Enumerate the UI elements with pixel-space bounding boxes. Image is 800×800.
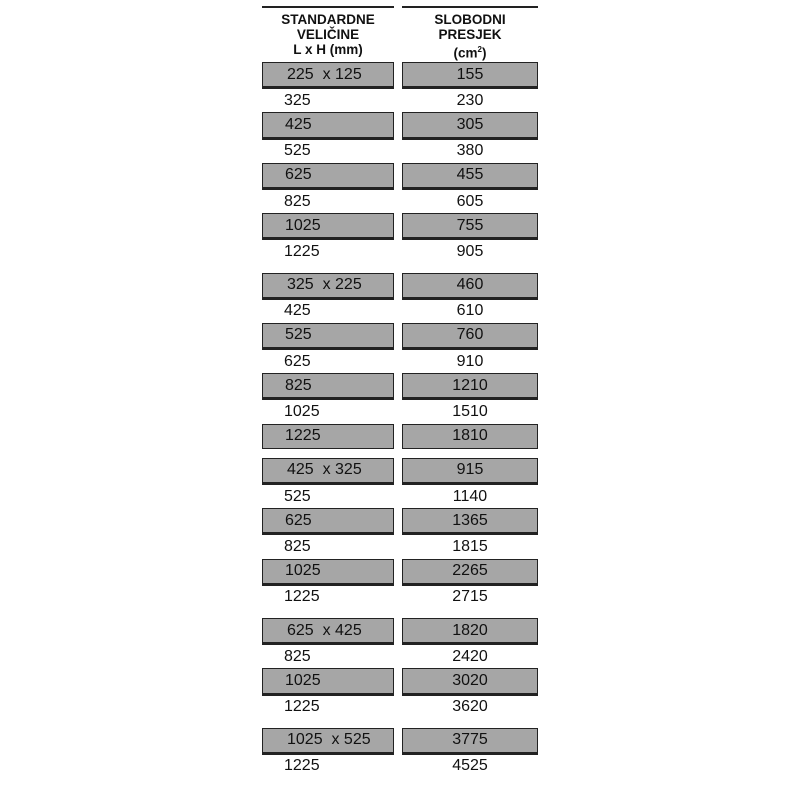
dimension-cell: 1025 xyxy=(284,403,320,421)
dimension-cell: 1225 xyxy=(284,757,320,775)
free-section-body xyxy=(402,62,538,778)
free-section-column xyxy=(402,6,538,778)
table-row xyxy=(262,373,394,398)
free-section-cell: 2420 xyxy=(452,647,488,665)
free-section-cell: 1365 xyxy=(452,511,488,529)
free-section-cell: 1820 xyxy=(452,621,488,639)
table-row xyxy=(262,559,394,584)
table-row xyxy=(262,238,394,263)
free-section-cell: 605 xyxy=(456,192,484,210)
table-row xyxy=(402,398,538,423)
free-section-cell: 905 xyxy=(456,242,484,260)
table-row xyxy=(402,138,538,163)
table-row xyxy=(402,694,538,719)
free-section-header-line-1: SLOBODNI xyxy=(434,12,506,27)
table-row xyxy=(402,458,538,483)
free-section-cell: 610 xyxy=(456,302,484,320)
dimension-cell: 625 x 425 xyxy=(287,621,362,639)
table-row xyxy=(402,483,538,508)
free-section-cell: 2715 xyxy=(452,588,488,606)
dimension-cell: 225 x 125 xyxy=(287,65,362,83)
dimension-cell: 325 x 225 xyxy=(287,276,362,294)
free-section-header-line-2: PRESJEK xyxy=(438,27,502,42)
dimension-cell: 625 xyxy=(284,352,311,370)
dimensions-header-line-1: STANDARDNE xyxy=(281,12,375,27)
table-row xyxy=(402,643,538,668)
table-row xyxy=(262,424,394,449)
table-row xyxy=(402,728,538,753)
unit-open: (cm xyxy=(453,45,478,61)
table-row xyxy=(262,728,394,753)
dimension-cell: 325 xyxy=(284,91,311,109)
dimensions-header-line-3: L x H (mm) xyxy=(293,42,363,57)
free-section-cell: 4525 xyxy=(452,757,488,775)
free-section-cell: 2265 xyxy=(452,562,488,580)
dimensions-header-line-2: VELIČINE xyxy=(296,27,360,42)
dimension-cell: 525 xyxy=(284,487,311,505)
dimension-cell: 825 xyxy=(285,376,312,394)
free-section-cell: 760 xyxy=(456,326,484,344)
table-row xyxy=(262,483,394,508)
table-row xyxy=(402,273,538,298)
free-section-cell: 3620 xyxy=(452,698,488,716)
group-gap xyxy=(402,609,538,618)
table-row xyxy=(262,348,394,373)
table-row xyxy=(262,694,394,719)
table-row xyxy=(262,138,394,163)
free-section-cell: 910 xyxy=(456,352,484,370)
table-row xyxy=(262,533,394,558)
group-gap xyxy=(262,719,394,728)
free-section-cell: 755 xyxy=(456,216,484,234)
table-row xyxy=(262,643,394,668)
table-row xyxy=(262,273,394,298)
table-row xyxy=(402,323,538,348)
group-gap xyxy=(402,719,538,728)
table-row xyxy=(262,213,394,238)
table-row xyxy=(402,87,538,112)
unit-close: ) xyxy=(481,45,487,61)
group-gap xyxy=(402,264,538,273)
free-section-cell: 3020 xyxy=(452,671,488,689)
dimension-cell: 525 xyxy=(285,326,312,344)
dimension-cell: 825 xyxy=(284,537,311,555)
table-row xyxy=(262,188,394,213)
dimension-cell: 425 xyxy=(285,115,312,133)
free-section-cell: 1210 xyxy=(452,376,488,394)
table-row xyxy=(262,618,394,643)
dimensions-body xyxy=(262,62,394,778)
table-row xyxy=(402,213,538,238)
dimension-cell: 425 xyxy=(284,302,311,320)
dimension-cell: 625 xyxy=(285,511,312,529)
table-row xyxy=(402,348,538,373)
dimension-cell: 1225 xyxy=(284,588,320,606)
group-gap xyxy=(262,449,394,458)
table-row xyxy=(402,424,538,449)
table-row xyxy=(402,533,538,558)
dimensions-header xyxy=(262,6,394,62)
table-row xyxy=(402,62,538,87)
free-section-header xyxy=(402,6,538,62)
table-row xyxy=(262,87,394,112)
table-row xyxy=(402,238,538,263)
table-row xyxy=(262,62,394,87)
table-row xyxy=(262,323,394,348)
free-section-cell: 1510 xyxy=(452,403,488,421)
group-gap xyxy=(402,449,538,458)
free-section-header-unit xyxy=(402,42,538,61)
table-row xyxy=(262,458,394,483)
table-row xyxy=(402,188,538,213)
free-section-cell: 1140 xyxy=(452,487,488,505)
table-row xyxy=(402,112,538,137)
dimension-cell: 1225 xyxy=(284,698,320,716)
free-section-cell: 1810 xyxy=(452,427,488,445)
table-row xyxy=(402,753,538,778)
table-row xyxy=(262,584,394,609)
free-section-cell: 3775 xyxy=(452,731,488,749)
dimension-cell: 1025 xyxy=(285,216,321,234)
free-section-cell: 380 xyxy=(456,142,484,160)
dimension-cell: 1025 x 525 xyxy=(287,731,371,749)
table-row xyxy=(262,163,394,188)
table-row xyxy=(402,508,538,533)
table-row xyxy=(402,373,538,398)
table-row xyxy=(262,508,394,533)
table-row xyxy=(262,398,394,423)
table-row xyxy=(402,584,538,609)
free-section-cell: 155 xyxy=(456,65,484,83)
dimension-cell: 1225 xyxy=(284,242,320,260)
free-section-cell: 460 xyxy=(456,276,484,294)
unit-superscript: 2 xyxy=(477,45,482,54)
dimension-cell: 1225 xyxy=(285,427,321,445)
dimensions-column xyxy=(262,6,394,778)
dimension-cell: 525 xyxy=(284,142,311,160)
dimension-cell: 625 xyxy=(285,166,312,184)
free-section-cell: 305 xyxy=(456,115,484,133)
table-row xyxy=(402,298,538,323)
table-row xyxy=(402,618,538,643)
dimension-cell: 825 xyxy=(284,192,311,210)
table-row xyxy=(262,112,394,137)
dimension-cell: 1025 xyxy=(285,562,321,580)
free-section-cell: 1815 xyxy=(452,537,488,555)
free-section-cell: 915 xyxy=(456,461,484,479)
table-row xyxy=(262,753,394,778)
group-gap xyxy=(262,264,394,273)
free-section-cell: 455 xyxy=(456,166,484,184)
table-row xyxy=(402,559,538,584)
group-gap xyxy=(262,609,394,618)
table-row xyxy=(262,668,394,693)
table-row xyxy=(402,668,538,693)
dimension-cell: 1025 xyxy=(285,671,321,689)
free-section-cell: 230 xyxy=(456,91,484,109)
table-row xyxy=(262,298,394,323)
dimension-cell: 825 xyxy=(284,647,311,665)
table-row xyxy=(402,163,538,188)
dimension-cell: 425 x 325 xyxy=(287,461,362,479)
